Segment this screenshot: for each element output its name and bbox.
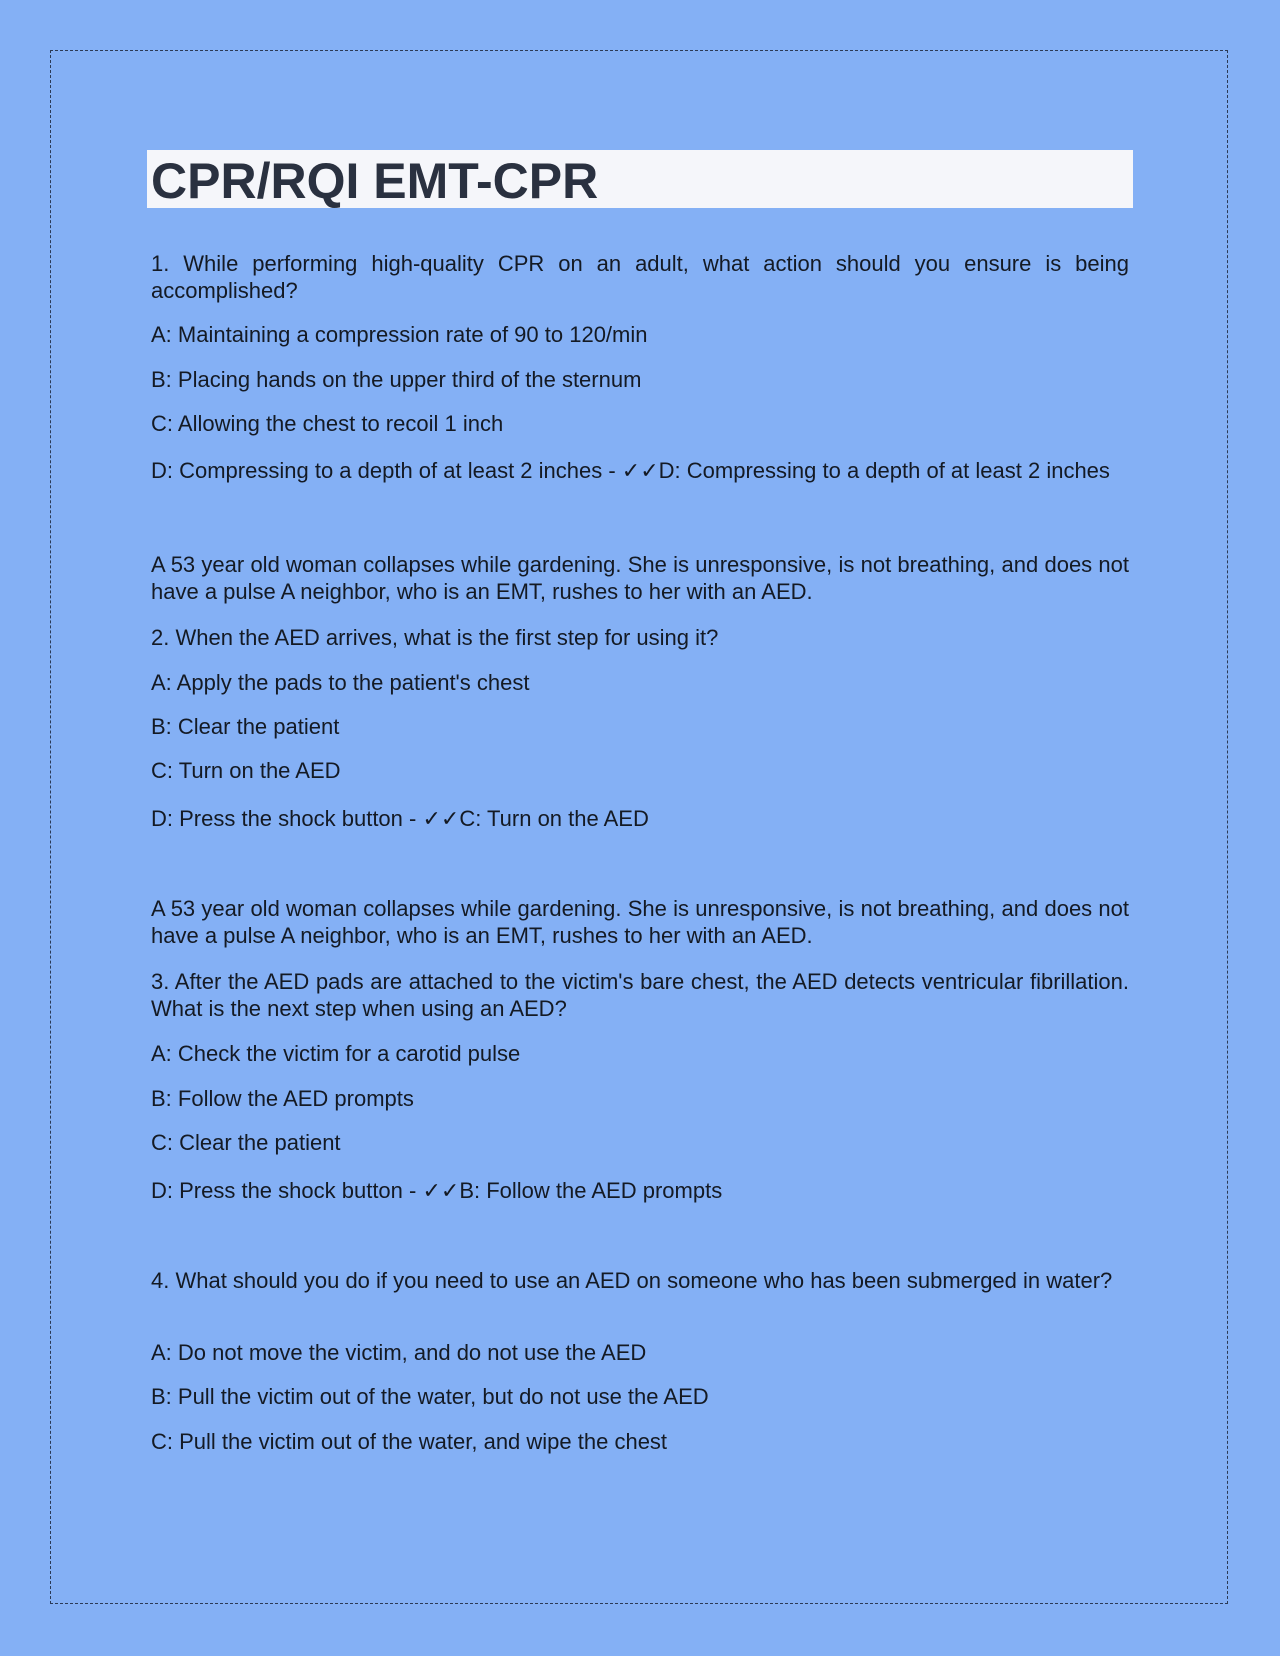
option-d-answer [151, 805, 1129, 832]
option-text: C: Clear the patient [151, 1130, 341, 1155]
option-text: A: Do not move the victim, and do not use the AED [151, 1340, 647, 1365]
option-b [151, 366, 1129, 393]
scenario-2 [151, 551, 1129, 605]
option-c [151, 410, 1129, 437]
option-text: A: Apply the pads to the patient's chest [151, 670, 530, 695]
option-text: C: Allowing the chest to recoil 1 inch [151, 411, 504, 436]
option-text: A: Maintaining a compression rate of 90 to 120/min [151, 322, 648, 347]
option-d-answer [151, 457, 1129, 484]
question-4 [151, 1267, 1129, 1294]
answer-text: D: Compressing to a depth of at least 2 inches - ✓✓D: Compressing to a depth of at least 2 inches [151, 458, 1110, 483]
question-1 [151, 250, 1129, 304]
option-text: C: Pull the victim out of the water, and wipe the chest [151, 1429, 668, 1454]
page-title: CPR/RQI EMT-CPR [151, 153, 599, 209]
option-text: B: Clear the patient [151, 714, 340, 739]
option-a [151, 669, 1129, 696]
option-c [151, 1428, 1129, 1455]
option-b [151, 1085, 1129, 1112]
answer-text: D: Press the shock button - ✓✓C: Turn on the AED [151, 806, 649, 831]
option-c [151, 1129, 1129, 1156]
question-3 [151, 968, 1129, 1022]
question-text: 4. What should you do if you need to use an AED on someone who has been submerged in water? [151, 1268, 1113, 1293]
option-b [151, 1383, 1129, 1410]
option-a [151, 1040, 1129, 1067]
scenario-3 [151, 895, 1129, 949]
option-a [151, 321, 1129, 348]
option-text: C: Turn on the AED [151, 758, 341, 783]
option-text: B: Pull the victim out of the water, but do not use the AED [151, 1384, 709, 1409]
question-text: 2. When the AED arrives, what is the first step for using it? [151, 625, 719, 650]
option-text: B: Placing hands on the upper third of the sternum [151, 367, 642, 392]
answer-text: D: Press the shock button - ✓✓B: Follow the AED prompts [151, 1178, 723, 1203]
question-2 [151, 624, 1129, 651]
option-d-answer [151, 1177, 1129, 1204]
scenario-text: A 53 year old woman collapses while gardening. She is unresponsive, is not breathing, and does not have a pulse A neighbor, who is an EMT, rushes to her with an AED. [151, 896, 1129, 948]
option-c [151, 757, 1129, 784]
option-b [151, 713, 1129, 740]
option-a [151, 1339, 1129, 1366]
question-text: 3. After the AED pads are attached to the victim's bare chest, the AED detects ventricular fibrillation. What is the next step when using an AED? [151, 969, 1129, 1021]
option-text: A: Check the victim for a carotid pulse [151, 1041, 521, 1066]
question-text: 1. While performing high-quality CPR on an adult, what action should you ensure is being accomplished? [151, 251, 1129, 303]
option-text: B: Follow the AED prompts [151, 1086, 414, 1111]
scenario-text: A 53 year old woman collapses while gardening. She is unresponsive, is not breathing, and does not have a pulse A neighbor, who is an EMT, rushes to her with an AED. [151, 552, 1129, 604]
